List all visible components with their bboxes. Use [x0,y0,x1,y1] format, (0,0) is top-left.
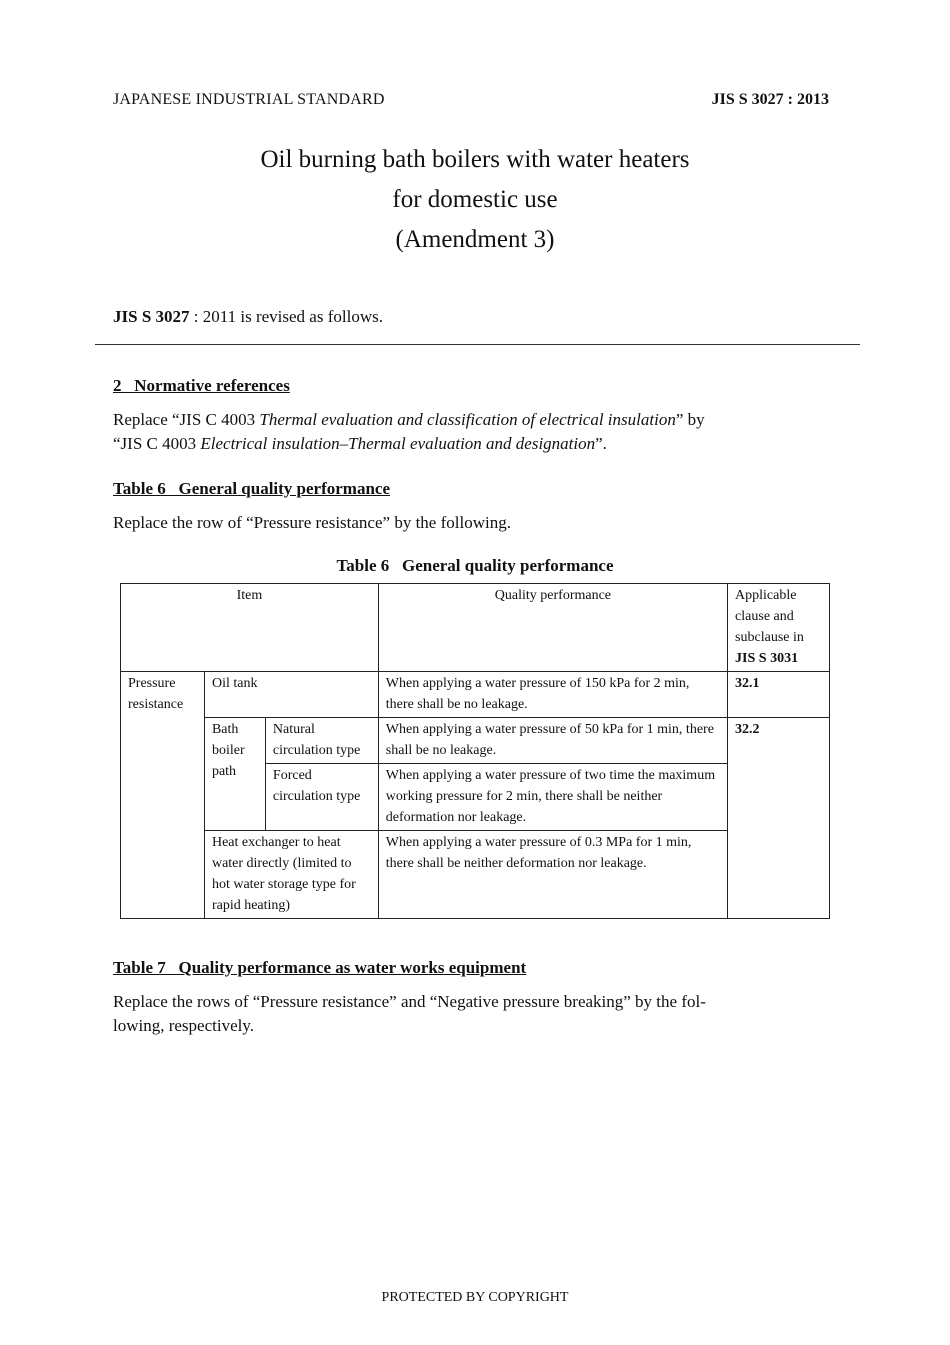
header-standard-code: JIS S 3027 : 2013 [711,91,829,108]
section-2-heading: 2 Normative references [113,376,290,395]
revision-code: JIS S 3027 [113,307,190,326]
header-item: Item [121,584,379,672]
cell-clause-32-2: 32.2 [728,718,830,919]
table-7-line-1: Replace the rows of “Pressure resistance” and “Negative pressure breaking” by the fol- [113,992,706,1011]
cell-clause-32-1: 32.1 [728,672,830,718]
header-applicable-clause: Applicable clause and subclause in JIS S 3031 [728,584,830,672]
cell-heat-exchanger: Heat exchanger to heat water directly (limited to hot water storage type for rapid heating) [204,831,378,919]
table-row-heat-exchanger [121,831,830,919]
section-2-line-1: Replace “JIS C 4003 Thermal evaluation and classification of electrical insulation” by [113,410,705,429]
cell-oil-tank: Oil tank [204,672,378,718]
document-title [0,140,950,260]
revision-statement [113,307,383,327]
header-quality-performance: Quality performance [378,584,727,672]
cell-natural-circulation: Natural circulation type [265,718,378,764]
section-2-paragraph [113,408,838,456]
table-7-line-2: lowing, respectively. [113,1016,254,1035]
cell-forced-circulation: Forced circulation type [265,764,378,831]
title-line-1: Oil burning bath boilers with water heaters [260,146,690,173]
table-7-section-heading: Table 7 Quality performance as water works equipment [113,958,527,977]
cell-oil-tank-performance: When applying a water pressure of 150 kPa for 2 min, there shall be no leakage. [378,672,727,718]
cell-bath-boiler-path: Bath boiler path [204,718,265,831]
cell-pressure-resistance: Pressure resistance [121,672,205,919]
table-6-section-heading: Table 6 General quality performance [113,479,391,498]
table-7-section-text [113,990,838,1038]
header-standard-name: JAPANESE INDUSTRIAL STANDARD [113,91,385,108]
revision-text: : 2011 is revised as follows. [189,307,383,326]
cell-forced-circulation-performance: When applying a water pressure of two time the maximum working pressure for 2 min, there shall be neither deformation nor leakage. [378,764,727,831]
table-row-natural-circulation [121,718,830,764]
title-line-3: (Amendment 3) [395,226,555,253]
copyright-footer: PROTECTED BY COPYRIGHT [381,1290,569,1305]
cell-heat-exchanger-performance: When applying a water pressure of 0.3 MPa for 1 min, there shall be neither deformation nor leakage. [378,831,727,919]
table-6-section-text: Replace the row of “Pressure resistance” by the following. [113,513,511,532]
cell-natural-circulation-performance: When applying a water pressure of 50 kPa for 1 min, there shall be no leakage. [378,718,727,764]
table-row-oil-tank [121,672,830,718]
table-header-row [121,584,830,672]
section-2-line-2: “JIS C 4003 Electrical insulation–Thermal evaluation and designation”. [113,434,607,453]
title-line-2: for domestic use [392,186,558,213]
separator-rule [95,344,860,345]
table-6 [120,583,830,919]
table-6-caption: Table 6 General quality performance [336,556,614,575]
